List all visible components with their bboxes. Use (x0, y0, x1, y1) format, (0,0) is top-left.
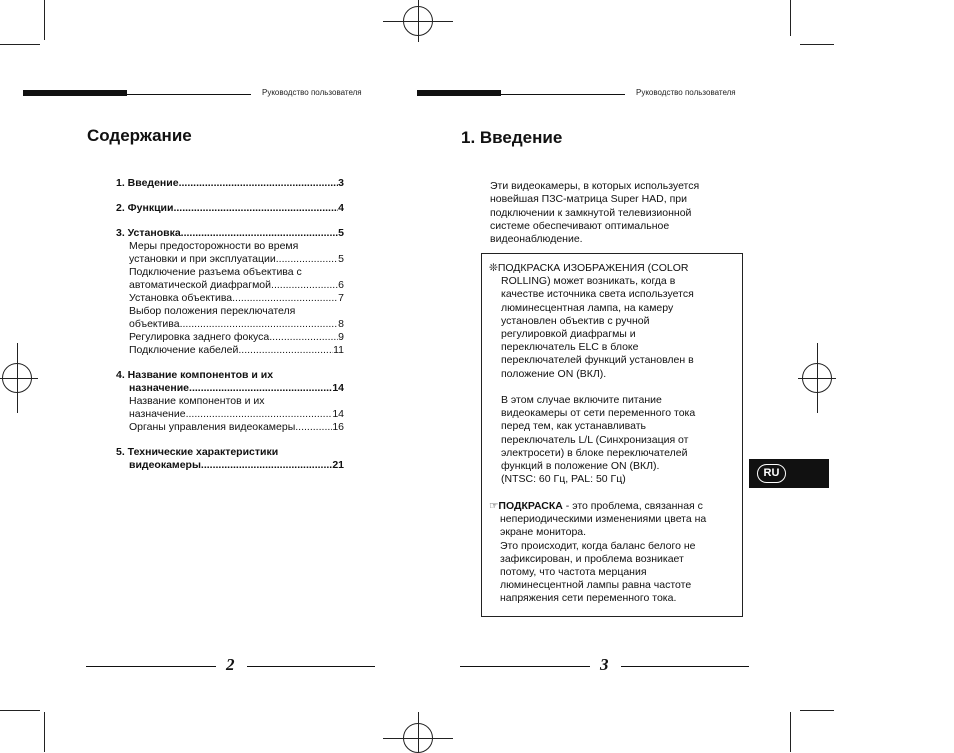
page-title-contents: Содержание (87, 126, 192, 145)
page-title-introduction: 1. Введение (461, 128, 563, 147)
toc-entry[interactable]: установки и при эксплуатации ..... 5 (116, 253, 344, 266)
header-label-left: Руководство пользователя (262, 88, 362, 97)
footer-rule (247, 666, 375, 667)
footer-rule (86, 666, 216, 667)
header-bar-right (417, 90, 501, 96)
note-color-rolling: ❊ПОДКРАСКА ИЗОБРАЖЕНИЯ (COLOR ROLLING) может возникать, когда в качестве источника света используется люминесцентная лампа, на камеру установлен объектив с ручной регулировкой диафрагмы и переключатель ELC в блоке переключателей функций установлен в положение ON (ВКЛ). (489, 262, 694, 380)
crop-mark (0, 44, 40, 45)
toc-entry[interactable]: видеокамеры ..... 21 (116, 459, 344, 472)
toc-entry: Меры предосторожности во время (129, 240, 299, 252)
crop-mark (800, 710, 834, 711)
page-number-right: 3 (600, 655, 609, 674)
note-power-instructions: В этом случае включите питание видеокамеры от сети переменного тока перед тем, как устанавливать переключатель L/L (Синхронизация от электросети) в блоке переключателей функций в положение ON (ВКЛ). (NTSC: 60 Гц, PAL: 50 Гц) (501, 394, 696, 486)
crop-mark (790, 0, 791, 36)
toc-entry[interactable]: объектива ..... 8 (116, 318, 344, 331)
toc-entry[interactable]: 3. Установка ..... 5 (116, 227, 344, 240)
toc-entry[interactable]: Органы управления видеокамеры ..... 16 (116, 421, 344, 434)
toc-entry[interactable]: Установка объектива ..... 7 (116, 292, 344, 305)
crop-mark (790, 712, 791, 752)
pointing-hand-icon: ☞ (489, 500, 499, 512)
header-bar-left (23, 90, 127, 96)
footer-rule (460, 666, 590, 667)
header-rule-right (501, 94, 625, 95)
toc-entry[interactable]: автоматической диафрагмой ..... 6 (116, 279, 344, 292)
note-definition: ☞ПОДКРАСКА - это проблема, связанная с непериодическими изменениями цвета на экране монитора. Это происходит, когда баланс белого не зафиксирован, и проблема возникает потому, что частота мерцания люминесцентной лампы равна частоте напряжения сети переменного тока. (489, 500, 707, 605)
toc-entry: 4. Название компонентов и их (116, 369, 274, 381)
toc-entry: Подключение разъема объектива с (129, 266, 302, 278)
crop-mark (800, 44, 834, 45)
toc-entry: 5. Технические характеристики (116, 446, 279, 458)
language-tab[interactable] (749, 459, 829, 488)
crop-mark (44, 0, 45, 40)
toc-entry[interactable]: назначение ..... 14 (116, 408, 344, 421)
toc-entry[interactable]: Подключение кабелей ..... 11 (116, 344, 344, 357)
toc-entry[interactable]: 2. Функции ..... 4 (116, 202, 344, 215)
toc-entry[interactable]: 1. Введение ..... 3 (116, 177, 344, 190)
language-badge: RU (757, 464, 786, 483)
header-label-right: Руководство пользователя (636, 88, 736, 97)
toc-entry: Название компонентов и их (129, 395, 265, 407)
footer-rule (621, 666, 749, 667)
table-of-contents (116, 177, 344, 472)
note-box (481, 253, 743, 617)
page-number-left: 2 (226, 655, 235, 674)
header-rule-left (127, 94, 251, 95)
toc-entry: Выбор положения переключателя (129, 305, 296, 317)
toc-entry[interactable]: Регулировка заднего фокуса ..... 9 (116, 331, 344, 344)
intro-paragraph: Эти видеокамеры, в которых используется новейшая ПЗС-матрица Super HAD, при подключении к замкнутой телевизионной системе обеспечивают оптимальное видеонаблюдение. (490, 180, 700, 246)
toc-entry[interactable]: назначение ..... 14 (116, 382, 344, 395)
crop-mark (44, 712, 45, 752)
crop-mark (0, 710, 40, 711)
asterisk-icon: ❊ (489, 262, 498, 274)
